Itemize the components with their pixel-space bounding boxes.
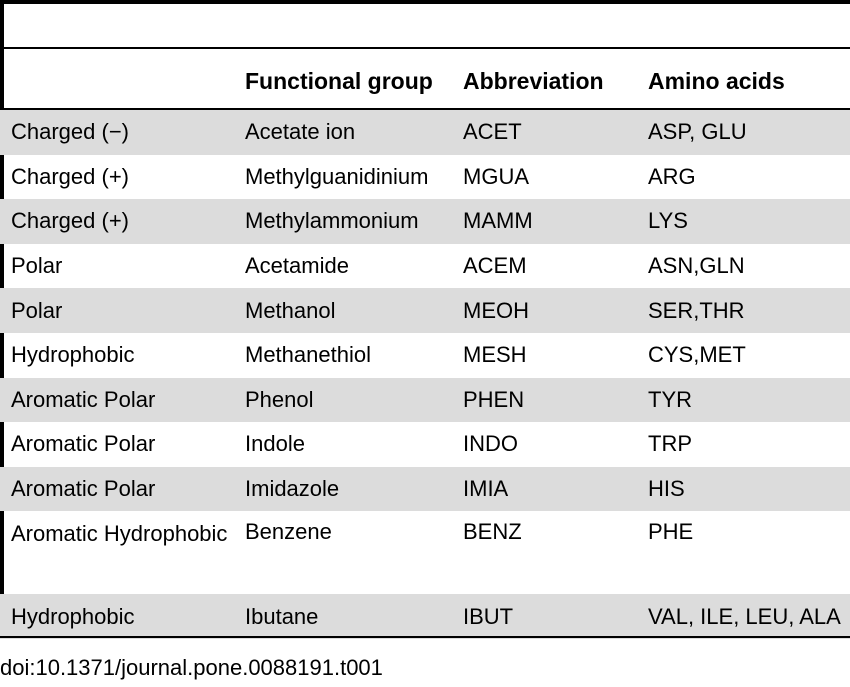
cell-amino-acids: HIS xyxy=(648,467,850,512)
cell-functional-group: Imidazole xyxy=(245,467,463,512)
cell-amino-acids: PHE xyxy=(648,519,694,545)
table-body xyxy=(0,110,850,639)
cell-abbreviation: PHEN xyxy=(463,378,648,423)
header-row xyxy=(0,56,850,106)
cell-category: Hydrophobic xyxy=(11,342,135,368)
table-row xyxy=(0,288,850,333)
table-row xyxy=(0,155,850,200)
cell-amino-acids: ARG xyxy=(648,163,696,189)
cell-amino-acids: CYS,MET xyxy=(648,342,746,368)
table-row xyxy=(0,333,850,378)
header-amino-acids: Amino acids xyxy=(648,67,785,94)
cell-amino-acids: SER,THR xyxy=(648,288,850,333)
cell-category: Hydrophobic xyxy=(0,594,245,639)
cell-abbreviation: MESH xyxy=(463,342,527,368)
cell-functional-group: Methylammonium xyxy=(245,199,463,244)
cell-category: Aromatic Polar xyxy=(0,378,245,423)
cell-abbreviation: MGUA xyxy=(463,163,529,189)
cell-amino-acids: ASN,GLN xyxy=(648,253,745,279)
cell-functional-group: Methanethiol xyxy=(245,342,371,368)
table-row xyxy=(0,511,850,594)
header-functional-group: Functional group xyxy=(245,67,433,94)
table-row xyxy=(0,244,850,289)
header-top-rule xyxy=(0,47,850,49)
cell-category: Charged (+) xyxy=(0,199,245,244)
cell-abbreviation: ACET xyxy=(463,110,648,155)
cell-amino-acids: VAL, ILE, LEU, ALA xyxy=(648,594,850,639)
table-row xyxy=(0,594,850,639)
cell-functional-group: Ibutane xyxy=(245,594,463,639)
cell-amino-acids: TYR xyxy=(648,378,850,423)
table-row xyxy=(0,422,850,467)
cell-functional-group: Phenol xyxy=(245,378,463,423)
header-abbreviation: Abbreviation xyxy=(463,67,604,94)
cell-abbreviation: IMIA xyxy=(463,467,648,512)
cell-abbreviation: ACEM xyxy=(463,253,527,279)
cell-category: Aromatic Polar xyxy=(0,467,245,512)
doi-caption: doi:10.1371/journal.pone.0088191.t001 xyxy=(0,655,383,680)
cell-category: Aromatic Polar xyxy=(11,431,156,457)
cell-abbreviation: IBUT xyxy=(463,594,648,639)
cell-functional-group: Acetate ion xyxy=(245,110,463,155)
functional-group-table xyxy=(0,56,850,639)
cell-category: Polar xyxy=(0,288,245,333)
table-row xyxy=(0,378,850,423)
cell-abbreviation: MAMM xyxy=(463,199,648,244)
table-row xyxy=(0,110,850,155)
cell-category: Aromatic Hydrophobic xyxy=(11,521,228,547)
cell-functional-group: Benzene xyxy=(245,519,332,545)
header-category xyxy=(0,56,245,106)
table-header xyxy=(0,56,850,110)
cell-functional-group: Indole xyxy=(245,431,305,457)
cell-amino-acids: TRP xyxy=(648,431,692,457)
cell-abbreviation: INDO xyxy=(463,431,518,457)
table-row xyxy=(0,467,850,512)
top-rule xyxy=(0,0,850,4)
cell-functional-group: Methylguanidinium xyxy=(245,163,429,189)
cell-functional-group: Methanol xyxy=(245,288,463,333)
cell-amino-acids: LYS xyxy=(648,199,850,244)
bottom-rule xyxy=(0,636,850,638)
cell-functional-group: Acetamide xyxy=(245,253,349,279)
cell-abbreviation: BENZ xyxy=(463,519,522,545)
table-row xyxy=(0,199,850,244)
cell-category: Charged (+) xyxy=(11,163,130,189)
cell-abbreviation: MEOH xyxy=(463,288,648,333)
cell-amino-acids: ASP, GLU xyxy=(648,110,850,155)
cell-category: Polar xyxy=(11,253,63,279)
cell-category: Charged (−) xyxy=(0,110,245,155)
